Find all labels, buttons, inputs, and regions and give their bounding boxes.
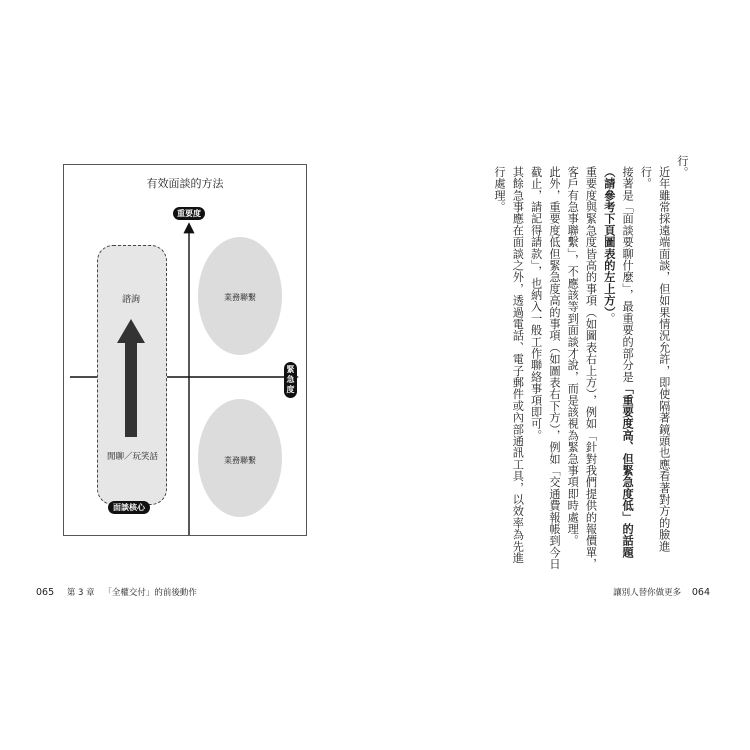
paragraph-3-bold: 「重要度高、但緊急度低」的話題（請參考下頁圖表的左上方）	[602, 166, 635, 559]
interview-method-figure	[63, 164, 307, 536]
paragraph-1: 行。	[676, 155, 689, 179]
chapter-number: 第 3 章	[66, 588, 95, 598]
paragraph-5: 此外，重要度低但緊急度高的事項（如圖表右下方），例如「交通費報帳到今日截止，請記得請款」，也納入一般工作聯絡事項即可。	[529, 166, 561, 570]
paragraph-4: 重要度與緊急度皆高的事項（如圖表右上方），例如「針對我們提供的報價單，客戶有急事聯繫」，不應該等到面談才說，而是該視為緊急事項即時處理。	[566, 166, 598, 570]
x-axis-label: 緊急度	[284, 362, 297, 398]
core-label: 面談核心	[108, 501, 150, 514]
y-axis-label: 重要度	[173, 207, 205, 220]
top-right-label: 業務聯繫	[224, 293, 256, 302]
left-footer	[36, 586, 197, 598]
paragraph-3-a: 接著是「面談要聊什麼」，最重要的部分是	[621, 166, 635, 383]
left-page-number: 065	[36, 587, 55, 598]
bottom-right-label: 業務聯繫	[224, 456, 256, 465]
figure-title: 有效面談的方法	[146, 177, 224, 190]
paragraph-3	[600, 155, 637, 575]
running-title: 讓別人替你做更多	[613, 588, 682, 598]
chat-label: 閒聊／玩笑話	[107, 452, 159, 462]
body-text	[495, 155, 691, 575]
paragraph-6: 其餘急事應在面談之外，透過電話、電子郵件或內部通訊工具，以效率為先進行處理。	[493, 166, 525, 564]
right-footer	[613, 586, 710, 598]
chapter-title: 「全權交付」的前後動作	[103, 588, 197, 598]
right-page	[375, 0, 750, 750]
paragraph-2: 近年雖常採遠端面談，但如果情況允許，即使隔著鏡頭也應看著對方的臉進行。	[639, 166, 671, 553]
paragraph-3-b: 。	[602, 312, 616, 325]
consultation-label: 諮詢	[122, 295, 141, 305]
right-page-number: 064	[691, 587, 710, 598]
